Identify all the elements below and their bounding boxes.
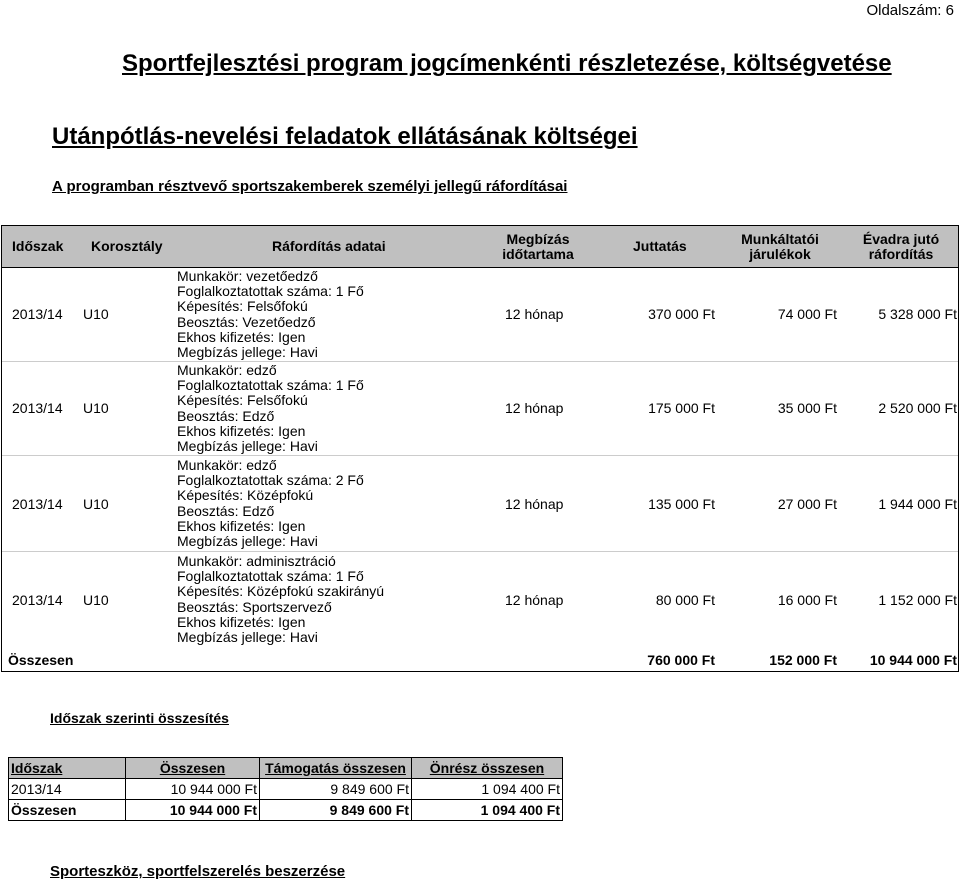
- row4-idotartam: 12 hónap: [505, 592, 564, 608]
- summary-total-osszesen: 10 944 000 Ft: [126, 800, 260, 821]
- header-korosztaly: Korosztály: [91, 238, 163, 254]
- row1-jarulek: 74 000 Ft: [777, 306, 837, 322]
- header-megbizas-line1: Megbízás: [506, 231, 570, 247]
- row1-evadra: 5 328 000 Ft: [878, 306, 957, 322]
- row3-kepesites: Képesítés: Középfokú: [177, 487, 314, 504]
- row3-juttatas: 135 000 Ft: [648, 496, 715, 512]
- row1-munkakor: Munkakör: vezetőedző: [177, 268, 318, 284]
- summary-header-idoszak: Időszak: [9, 758, 126, 779]
- total-label: Összesen: [8, 652, 74, 668]
- row4-description: [177, 554, 384, 645]
- row3-megbizas-jellege: Megbízás jellege: Havi: [177, 533, 318, 550]
- header-idoszak: Időszak: [12, 238, 64, 254]
- header-evadra-line2: ráfordítás: [868, 246, 934, 262]
- row3-foglalkoztatottak: Foglalkoztatottak száma: 2 Fő: [177, 472, 364, 489]
- row2-kepesites: Képesítés: Felsőfokú: [177, 392, 308, 409]
- row3-jarulek: 27 000 Ft: [777, 496, 837, 512]
- row4-foglalkoztatottak: Foglalkoztatottak száma: 1 Fő: [177, 568, 364, 585]
- summary-total-row: [9, 800, 563, 821]
- row-divider: [2, 361, 958, 362]
- row1-foglalkoztatottak: Foglalkoztatottak száma: 1 Fő: [177, 283, 364, 300]
- row1-description: [177, 269, 364, 360]
- summary-header-tamogatas: Támogatás összesen: [260, 758, 412, 779]
- row1-korosztaly: U10: [83, 306, 109, 322]
- personnel-cost-table: [1, 225, 959, 672]
- row4-ekhos: Ekhos kifizetés: Igen: [177, 613, 306, 630]
- row2-beosztas: Beosztás: Edző: [177, 407, 275, 424]
- row4-kepesites: Képesítés: Középfokú szakirányú: [177, 583, 385, 600]
- row4-idoszak: 2013/14: [12, 592, 63, 608]
- summary-onresz: 1 094 400 Ft: [412, 779, 563, 800]
- row2-juttatas: 175 000 Ft: [648, 400, 715, 416]
- row4-munkakor: Munkakör: adminisztráció: [177, 553, 336, 569]
- row3-idoszak: 2013/14: [12, 496, 63, 512]
- table-header: [2, 226, 958, 267]
- header-raforditas-adatai: Ráfordítás adatai: [272, 238, 386, 254]
- section-title: Utánpótlás-nevelési feladatok ellátásának költségei: [52, 123, 638, 150]
- summary-total-tamogatas: 9 849 600 Ft: [260, 800, 412, 821]
- row2-evadra: 2 520 000 Ft: [878, 400, 957, 416]
- total-row: [2, 650, 958, 671]
- table-row: [9, 779, 563, 800]
- summary-tamogatas: 9 849 600 Ft: [260, 779, 412, 800]
- row-divider: [2, 455, 958, 456]
- row3-evadra: 1 944 000 Ft: [878, 496, 957, 512]
- row1-idoszak: 2013/14: [12, 306, 63, 322]
- page-number: Oldalszám: 6: [866, 2, 954, 19]
- header-evadra-juto-raforditas: [855, 232, 947, 262]
- row4-korosztaly: U10: [83, 592, 109, 608]
- row1-ekhos: Ekhos kifizetés: Igen: [177, 328, 306, 345]
- header-megbizas-line2: időtartama: [502, 246, 574, 262]
- next-section-title: Sporteszköz, sportfelszerelés beszerzése: [50, 863, 346, 880]
- row4-juttatas: 80 000 Ft: [655, 592, 715, 608]
- total-evadra: 10 944 000 Ft: [869, 652, 957, 668]
- summary-header-onresz: Önrész összesen: [412, 758, 563, 779]
- row2-idotartam: 12 hónap: [505, 400, 564, 416]
- row4-evadra: 1 152 000 Ft: [878, 592, 957, 608]
- row4-jarulek: 16 000 Ft: [777, 592, 837, 608]
- header-juttatas: Juttatás: [633, 238, 687, 254]
- row2-ekhos: Ekhos kifizetés: Igen: [177, 422, 306, 439]
- row2-idoszak: 2013/14: [12, 400, 63, 416]
- row1-megbizas-jellege: Megbízás jellege: Havi: [177, 344, 318, 361]
- row4-megbizas-jellege: Megbízás jellege: Havi: [177, 629, 318, 646]
- row1-kepesites: Képesítés: Felsőfokú: [177, 298, 308, 315]
- summary-total-label: Összesen: [9, 800, 126, 821]
- header-evadra-line1: Évadra jutó: [862, 231, 940, 247]
- header-munkaltatoi-line2: járulékok: [749, 246, 811, 262]
- summary-total-onresz: 1 094 400 Ft: [412, 800, 563, 821]
- summary-table: [8, 757, 563, 821]
- summary-header-row: [9, 758, 563, 779]
- row3-idotartam: 12 hónap: [505, 496, 564, 512]
- row4-beosztas: Beosztás: Sportszervező: [177, 598, 332, 615]
- header-megbizas-idotartama: [502, 232, 574, 262]
- summary-osszesen: 10 944 000 Ft: [126, 779, 260, 800]
- document-title: Sportfejlesztési program jogcímenkénti részletezése, költségvetése: [122, 50, 892, 77]
- header-divider: [2, 267, 958, 268]
- summary-header-osszesen: Összesen: [126, 758, 260, 779]
- row3-munkakor: Munkakör: edző: [177, 457, 277, 473]
- row3-description: [177, 458, 364, 549]
- row1-juttatas: 370 000 Ft: [648, 306, 715, 322]
- header-munkaltatoi-line1: Munkáltatói: [741, 231, 819, 247]
- total-juttatas: 760 000 Ft: [647, 652, 715, 668]
- row1-idotartam: 12 hónap: [505, 306, 564, 322]
- row3-ekhos: Ekhos kifizetés: Igen: [177, 517, 306, 534]
- row2-foglalkoztatottak: Foglalkoztatottak száma: 1 Fő: [177, 377, 364, 394]
- header-munkaltatoi-jarulekok: [737, 232, 823, 262]
- summary-idoszak: 2013/14: [9, 779, 126, 800]
- row-divider: [2, 551, 958, 552]
- summary-title: Időszak szerinti összesítés: [50, 710, 229, 726]
- row2-megbizas-jellege: Megbízás jellege: Havi: [177, 438, 318, 455]
- row2-jarulek: 35 000 Ft: [777, 400, 837, 416]
- total-jarulek: 152 000 Ft: [769, 652, 837, 668]
- subsection-title: A programban résztvevő sportszakemberek személyi jellegű ráfordításai: [52, 178, 568, 195]
- row1-beosztas: Beosztás: Vezetőedző: [177, 313, 316, 330]
- row3-korosztaly: U10: [83, 496, 109, 512]
- row2-korosztaly: U10: [83, 400, 109, 416]
- row2-description: [177, 363, 364, 454]
- row2-munkakor: Munkakör: edző: [177, 362, 277, 378]
- row3-beosztas: Beosztás: Edző: [177, 502, 275, 519]
